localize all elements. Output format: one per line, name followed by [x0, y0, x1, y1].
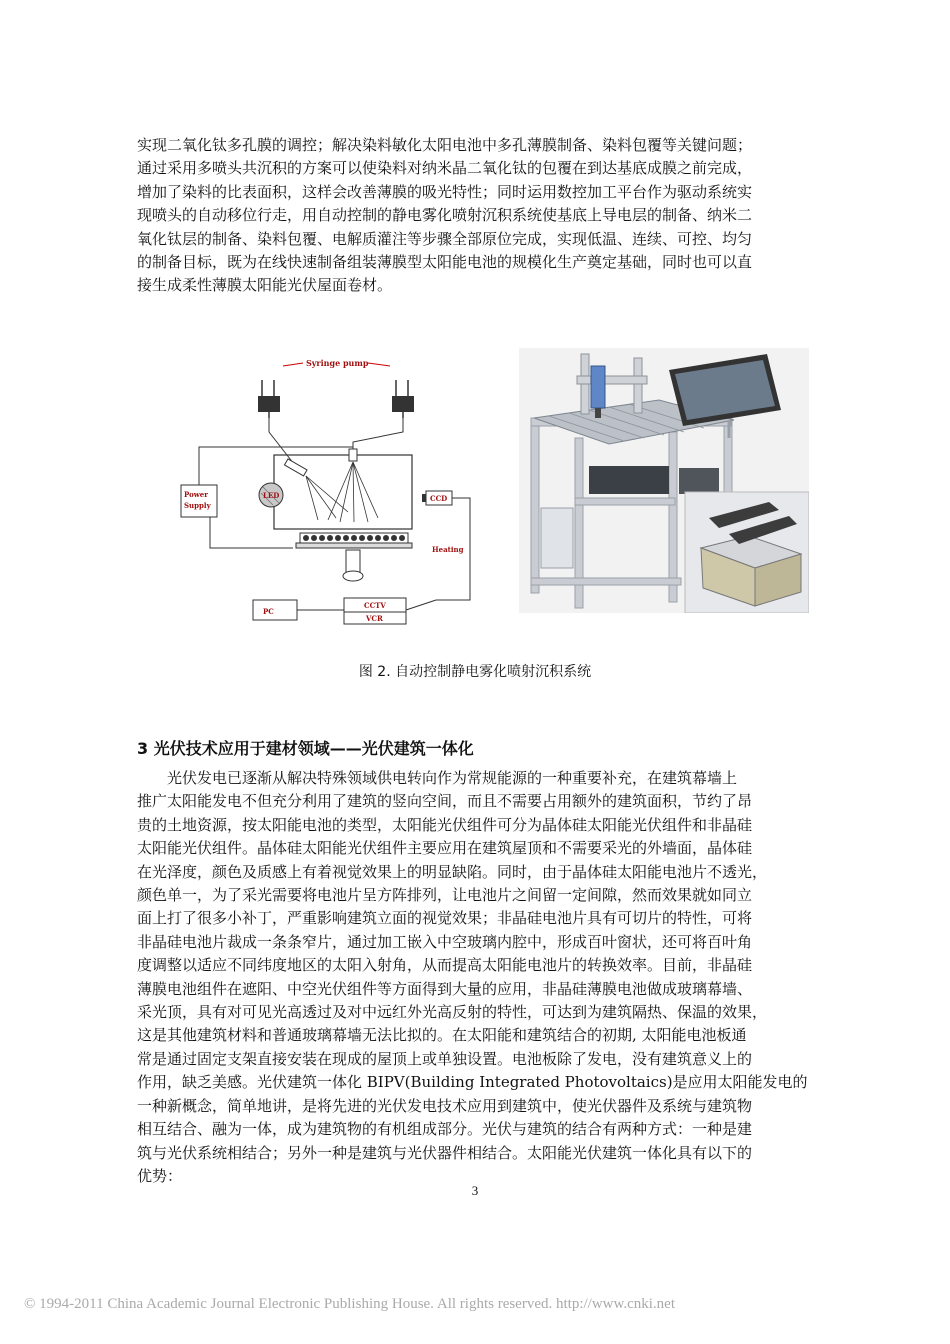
paragraph-intro [137, 134, 813, 298]
led-label: LED [263, 491, 280, 500]
text-line: 增加了染料的比表面积，这样会改善薄膜的吸光特性；同时运用数控加工平台作为驱动系统实 [137, 182, 753, 201]
spray-head [591, 366, 605, 408]
text-line: 现喷头的自动移位行走，用自动控制的静电雾化喷射沉积系统使基底上导电层的制备、纳米二 [137, 206, 753, 225]
nozzle [349, 449, 357, 461]
arrow-line [368, 363, 390, 366]
gantry-post [634, 358, 642, 413]
text-line: 作用，缺乏美感。光伏建筑一体化 BIPV(Building Integrated Photovoltaics)是应用太阳能发电的 [137, 1073, 808, 1092]
text-line: 优势： [137, 1166, 183, 1185]
feed-line [353, 418, 403, 450]
stage-motor [346, 550, 360, 572]
text-line: 氧化钛层的制备、染料包覆、电解质灌注等步骤全部原位完成，实现低温、连续、可控、均匀 [137, 229, 753, 248]
side-panel [541, 508, 573, 568]
deposition-system-schematic [178, 352, 478, 632]
wire [199, 447, 353, 485]
power-supply-label: Supply [184, 501, 211, 510]
text-line: 面上打了很多小补丁，严重影响建筑立面的视觉效果；非晶硅电池片具有可切片的特性，可将 [137, 909, 753, 928]
substrate-plate [296, 543, 412, 548]
text-line: 颜色单一，为了采光需要将电池片呈方阵排列，让电池片之间留一定间隙，然而效果就如同立 [137, 886, 753, 905]
paragraph-bipv [137, 767, 813, 1188]
text-line: 实现二氧化钛多孔膜的调控；解决染料敏化太阳电池中多孔薄膜制备、染料包覆等关键问题； [137, 136, 753, 154]
cctv-label: CCTV [364, 601, 386, 610]
text-line: 通过采用多喷头共沉积的方案可以使染料对纳米晶二氧化钛的包覆在到达基底成膜之前完成， [137, 159, 753, 178]
syringe-left [258, 380, 280, 418]
text-line: 一种新概念，简单地讲，是将先进的光伏发电技术应用到建筑中，使光伏器件及系统与建筑物 [137, 1096, 753, 1115]
text-line: 采光顶，具有对可见光高透过及对中远红外光高反射的特性，可达到为建筑隔热、保温的效果， [137, 1003, 768, 1022]
text-line: 筑与光伏系统相结合；另外一种是建筑与光伏器件相结合。太阳能光伏建筑一体化具有以下的 [137, 1143, 753, 1162]
text-line: 光伏发电已逐渐从解决特殊领域供电转向作为常规能源的一种重要补充，在建筑幕墙上 [167, 769, 738, 787]
spray-lines [306, 462, 378, 522]
text-line: 薄膜电池组件在遮阳、中空光伏组件等方面得到大量的应用，非晶硅薄膜电池做成玻璃幕墙、 [137, 979, 753, 998]
text-line: 贵的土地资源，按太阳能电池的类型，太阳能光伏组件可分为晶体硅太阳能光伏组件和非晶硅 [137, 815, 753, 834]
section-heading: 3 光伏技术应用于建材领域——光伏建筑一体化 [137, 739, 474, 758]
vcr-label: VCR [366, 614, 383, 623]
syringe-right [392, 380, 414, 418]
gantry-beam [577, 376, 647, 384]
wire [406, 600, 436, 610]
ccd-label: CCD [430, 494, 448, 503]
electronics-rack [589, 466, 669, 494]
page-number: 3 [471, 1183, 479, 1198]
text-line: 度调整以适应不同纬度地区的太阳入射角，从而提高太阳能电池片的转换效率。目前，非晶硅 [137, 956, 753, 975]
control-box [679, 468, 719, 494]
ccd-lens [422, 494, 426, 502]
equipment-photo [519, 348, 809, 613]
pc-box [253, 600, 297, 620]
text-line: 常是通过固定支架直接安装在现成的屋顶上或单独设置。电池板除了发电，没有建筑意义上的 [137, 1049, 753, 1068]
text-line: 在光泽度，颜色及质感上有着视觉效果上的明显缺陷。同时，由于晶体硅太阳能电池片不透光， [137, 862, 768, 881]
text-line: 的制备目标，既为在线快速制备组装薄膜型太阳能电池的规模化生产奠定基础，同时也可以直 [137, 253, 753, 272]
nozzle [284, 459, 307, 476]
wire [210, 517, 293, 548]
copyright-footer: © 1994-2011 China Academic Journal Electronic Publishing House. All rights reserved. http://www.cnki.net [24, 1296, 676, 1312]
pc-label: PC [263, 607, 274, 616]
text-line: 接生成柔性薄膜太阳能光伏屋面卷材。 [137, 276, 393, 295]
feed-line [269, 418, 294, 464]
text-line: 非晶硅电池片裁成一条条窄片，通过加工嵌入中空玻璃内腔中，形成百叶窗状，还可将百叶角 [137, 932, 753, 951]
spray-nozzle [595, 408, 601, 418]
arrow-line [283, 363, 303, 366]
text-line: 这是其他建筑材料和普通玻璃幕墙无法比拟的。在太阳能和建筑结合的初期, 太阳能电池板通 [137, 1026, 747, 1045]
figure-caption: 图 2. 自动控制静电雾化喷射沉积系统 [358, 664, 592, 680]
text-line: 推广太阳能发电不但充分利用了建筑的竖向空间，而且不需要占用额外的建筑面积，节约了昂 [137, 792, 753, 811]
stage-base [343, 571, 363, 581]
text-line: 相互结合、融为一体，成为建筑物的有机组成部分。光伏与建筑的结合有两种方式：一种是建 [137, 1120, 753, 1139]
syringe-pump-label: Syringe pump [306, 358, 369, 368]
text-line: 太阳能光伏组件。晶体硅太阳能光伏组件主要应用在建筑屋顶和不需要采光的外墙面，晶体硅 [137, 839, 753, 858]
heating-label: Heating [432, 545, 464, 554]
power-supply-label: Power [184, 490, 208, 499]
